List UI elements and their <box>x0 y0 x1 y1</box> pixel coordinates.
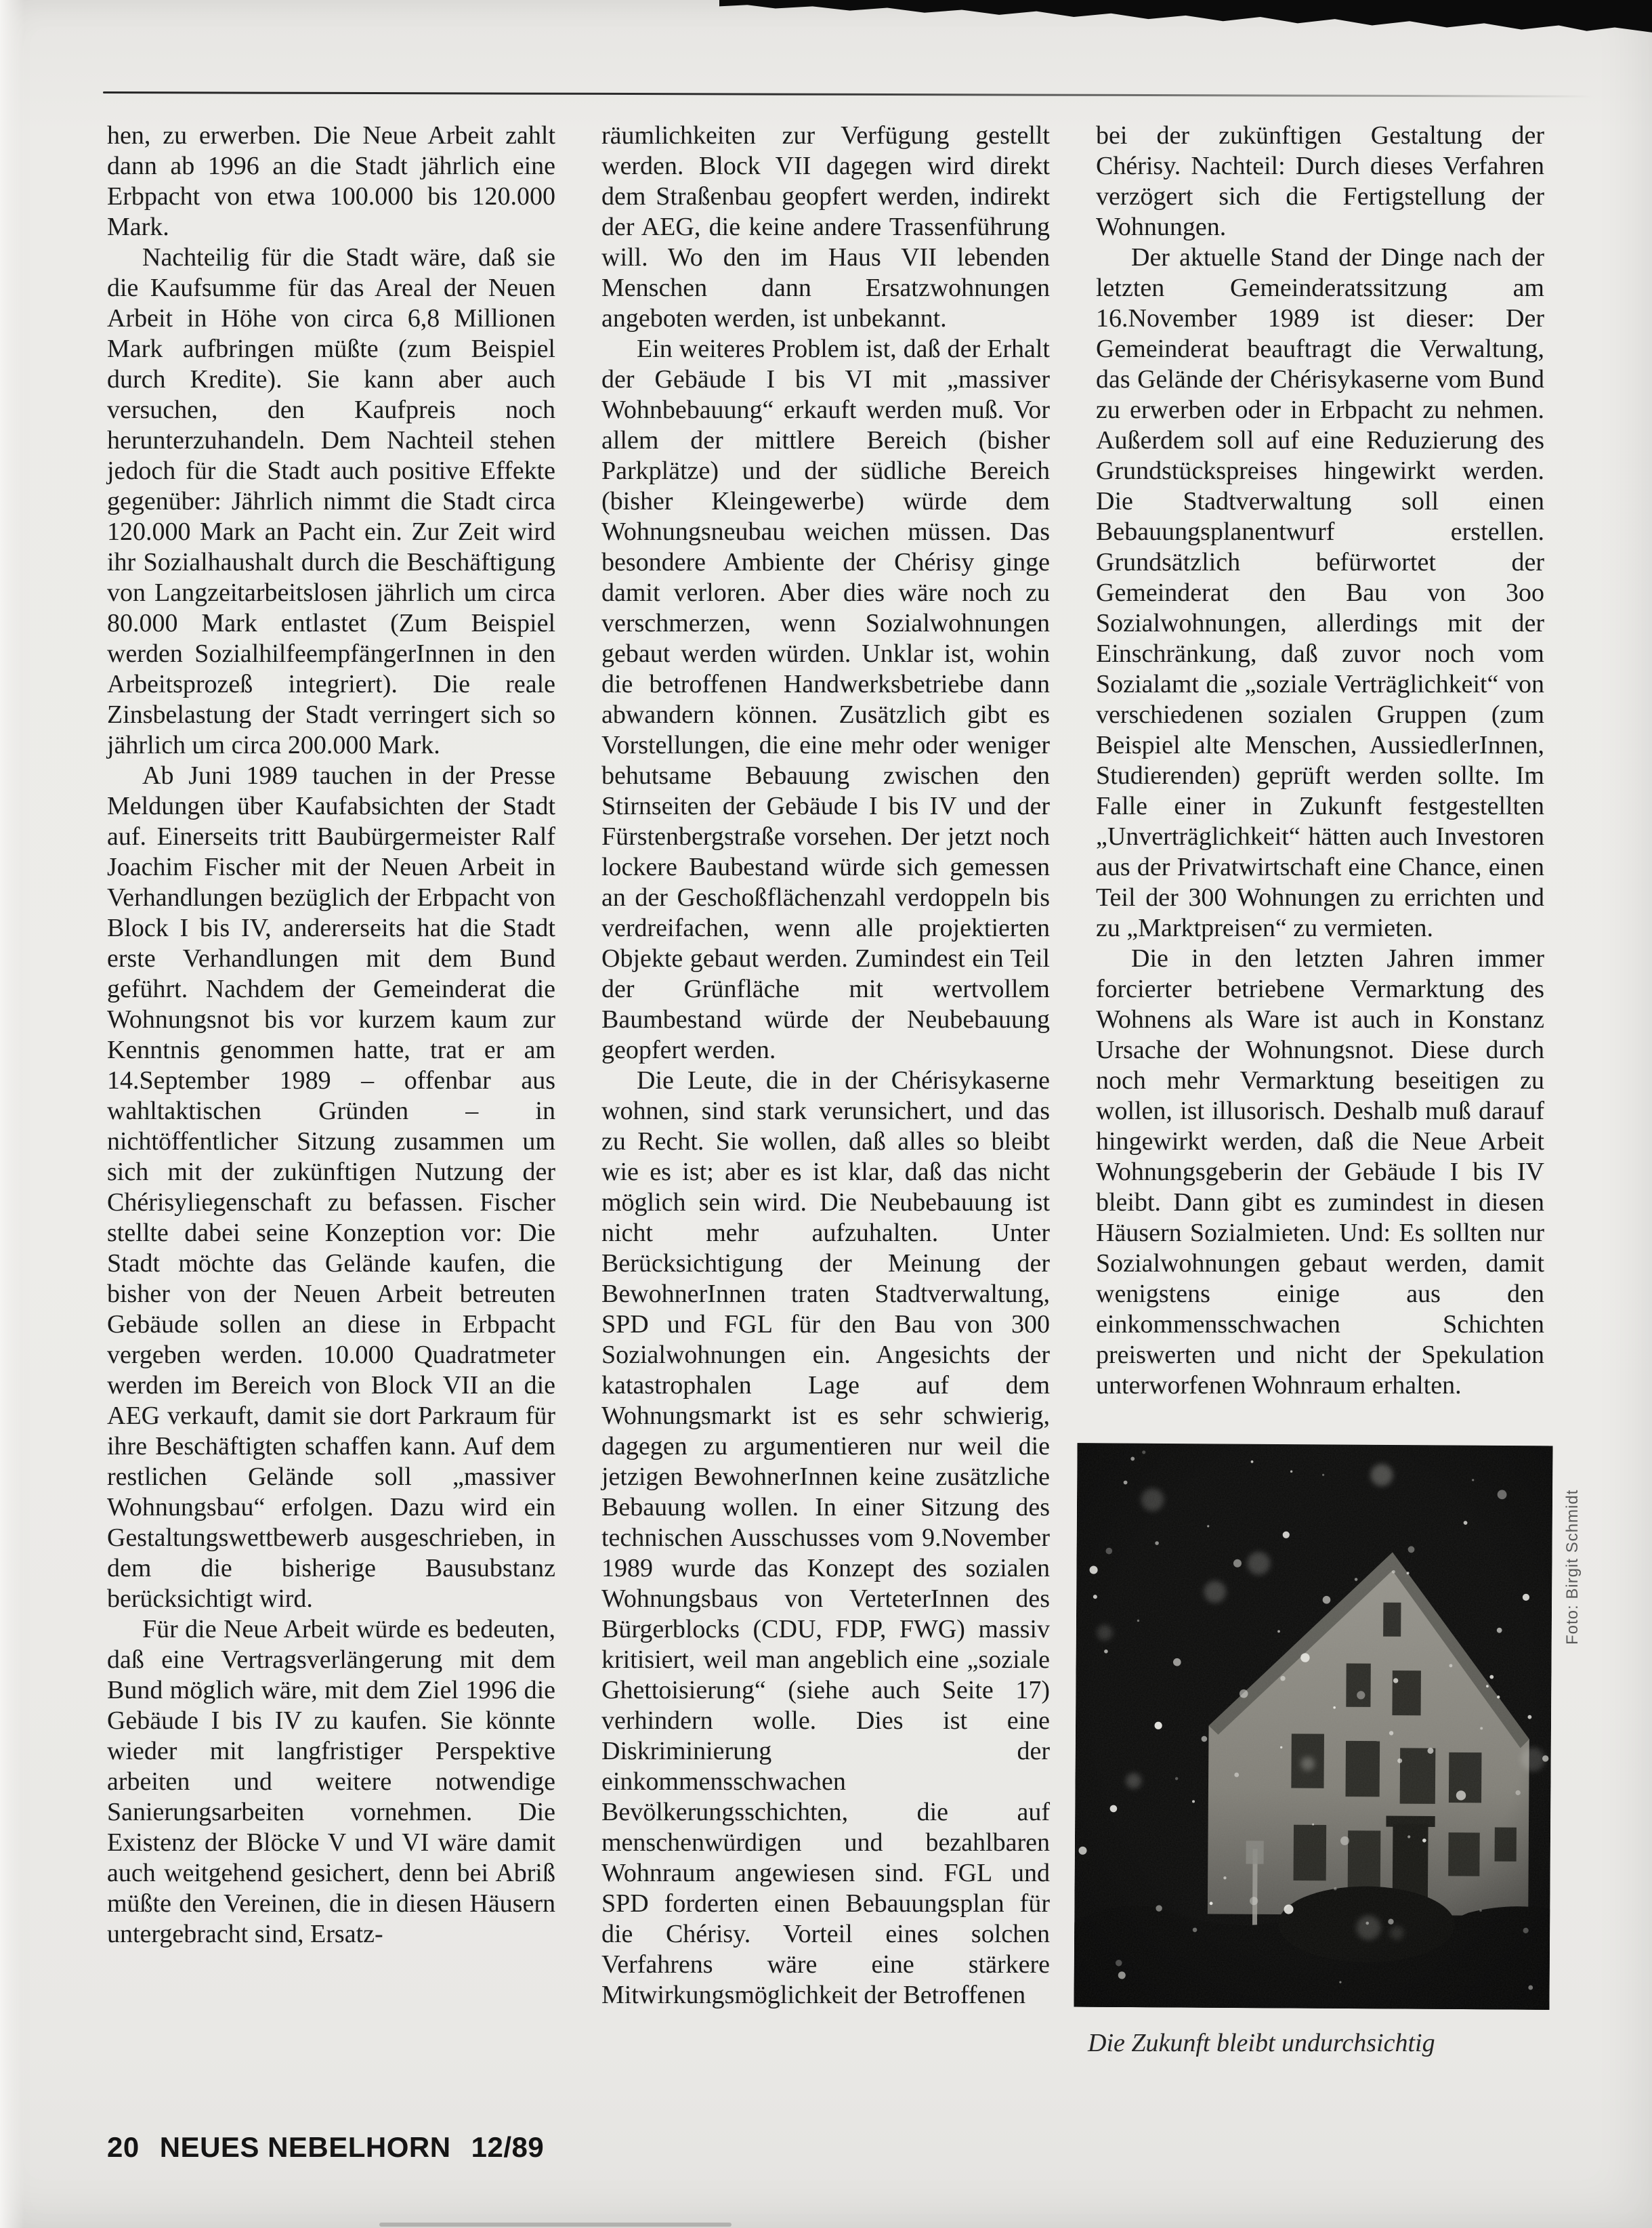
paragraph: Die Leute, die in der Chérisykaserne wohnen, sind stark verunsichert, und das zu Recht. Sie wollen, daß alles so bleibt wie es ist; aber es ist klar, daß das nicht möglich sein wird. Die Neubebauung ist nicht mehr aufzuhalten. Unter Berücksichtigung der Meinung der BewohnerInnen traten Stadtverwaltung, SPD und FGL für den Bau von 300 Sozialwohnungen ein. Angesichts der katastrophalen Lage auf dem Wohnungsmarkt ist es sehr schwierig, dagegen zu argumentieren nur weil die jetzigen BewohnerInnen keine zusätzliche Bebauung wollen. In einer Sitzung des technischen Ausschusses vom 9.November 1989 wurde das Konzept des sozialen Wohnungsbaus von VerteterInnen des Bürgerblocks (CDU, FDP, FWG) massiv kritisiert, weil man angeblich eine „soziale Ghettoisierung“ (siehe auch Seite 17) verhindern wolle. Dies ist eine Diskriminierung der einkommensschwachen Bevölkerungsschichten, die auf menschenwürdigen und bezahlbaren Wohnraum angewiesen sind. FGL und SPD forderten einen Bebauungsplan für die Chérisy. Vorteil eines solchen Verfahrens wäre eine stärkere Mitwirkungsmöglichkeit der Betroffenen <box>601 1066 1050 2009</box>
magazine-title: NEUES NEBELHORN <box>159 2131 451 2163</box>
header-rule <box>103 91 1593 98</box>
scan-artifact-strip <box>719 0 1652 35</box>
paragraph: Für die Neue Arbeit würde es bedeuten, daß eine Vertragsverlängerung mit dem Bund möglich wäre, mit dem Ziel 1996 die Gebäude I bis IV zu kaufen. Sie könnte wieder mit langfristiger Perspektive arbeiten und weitere notwendige Sanierungsarbeiten vornehmen. Die Existenz der Blöcke V und VI wäre damit auch weitgehend gesichert, denn bei Abriß müßte den Vereinen, die in diesen Häusern untergebracht sind, Ersatz- <box>107 1615 555 1948</box>
paragraph: Ein weiteres Problem ist, daß der Erhalt der Gebäude I bis VI mit „massiver Wohnbebauung“ erkauft werden muß. Vor allem der mittlere Bereich (bisher Parkplätze) und der südliche Bereich (bisher Kleingewerbe) würde dem Wohnungsneubau weichen müssen. Das besondere Ambiente der Chérisy ginge damit verloren. Aber dies wäre noch zu verschmerzen, wenn Sozialwohnungen gebaut werden würden. Unklar ist, wohin die betroffenen Handwerksbetriebe dann abwandern können. Zusätzlich gibt es Vorstellungen, die eine mehr oder weniger behutsame Bebauung zwischen den Stirnseiten der Gebäude I bis IV und der Fürstenbergstraße vorsehen. Der jetzt noch lockere Baubestand würde sich gemessen an der Geschoßflächenzahl verdoppeln bis verdreifachen, wenn alle projektierten Objekte gebaut werden. Zumindest ein Teil der Grünfläche mit wertvollem Baumbestand würde der Neubebauung geopfert werden. <box>601 335 1050 1064</box>
paragraph: Die in den letzten Jahren immer forcierter betriebene Vermarktung des Wohnens als Ware ist auch in Konstanz Ursache der Wohnungsnot. Diese durch noch mehr Vermarktung beseitigen zu wollen, ist illusorisch. Deshalb muß darauf hingewirkt werden, daß die Neue Arbeit Wohnungsgeberin der Gebäude I bis IV bleibt. Dann gibt es zumindest in diesen Häusern Sozialmieten. Und: Es sollten nur Sozialwohnungen gebaut werden, damit wenigstens einige aus den einkommensschwachen Schichten preiswerten und nicht der Spekulation unterworfenen Wohnraum erhalten. <box>1096 944 1544 1400</box>
house-night-photo <box>1074 1443 1552 2010</box>
paragraph: hen, zu erwerben. Die Neue Arbeit zahlt dann ab 1996 an die Stadt jährlich eine Erbpacht von etwa 100.000 bis 120.000 Mark. <box>107 121 555 241</box>
issue-number: 12/89 <box>471 2131 545 2163</box>
article-column-2 <box>601 121 1050 2011</box>
photo-caption: Die Zukunft bleibt undurchsichtig <box>1088 2029 1435 2057</box>
paragraph: räumlichkeiten zur Verfügung gestellt werden. Block VII dagegen wird direkt dem Straßenbau geopfert werden, indirekt der AEG, die keine andere Trassenführung will. Wo den im Haus VII lebenden Menschen dann Ersatzwohnungen angeboten werden, ist unbekannt. <box>601 121 1050 333</box>
paragraph: bei der zukünftigen Gestaltung der Chérisy. Nachteil: Durch dieses Verfahren verzögert sich die Fertigstellung der Wohnungen. <box>1096 121 1544 241</box>
paragraph: Ab Juni 1989 tauchen in der Presse Meldungen über Kaufabsichten der Stadt auf. Einerseits tritt Baubürgermeister Ralf Joachim Fischer mit der Neuen Arbeit in Verhandlungen bezüglich der Erbpacht von Block I bis IV, andererseits hat die Stadt erste Verhandlungen mit dem Bund geführt. Nachdem der Gemeinderat die Wohnungsnot bis vor kurzem kaum zur Kenntnis genommen hatte, trat er am 14.September 1989 – offenbar aus wahltaktischen Gründen – in nichtöffentlicher Sitzung zusammen um sich mit der zukünftigen Nutzung der Chérisyliegenschaft zu befassen. Fischer stellte dabei seine Konzeption vor: Die Stadt möchte das Gelände kaufen, die bisher von der Neuen Arbeit betreuten Gebäude sollen an diese in Erbpacht vergeben werden. 10.000 Quadratmeter werden im Bereich von Block VII an die AEG verkauft, damit sie dort Parkraum für ihre Beschäftigten schaffen kann. Auf dem restlichen Gelände soll „massiver Wohnungsbau“ erfolgen. Dazu wird ein Gestaltungswettbewerb ausgeschrieben, in dem die bisherige Bausubstanz berücksichtigt wird. <box>107 761 555 1613</box>
article-photo <box>1074 1443 1552 2010</box>
paragraph: Nachteilig für die Stadt wäre, daß sie die Kaufsumme für das Areal der Neuen Arbeit in Höhe von circa 6,8 Millionen Mark aufbringen müßte (zum Beispiel durch Kredite). Sie kann aber auch versuchen, den Kaufpreis noch herunterzuhandeln. Dem Nachteil stehen jedoch für die Stadt auch positive Effekte gegenüber: Jährlich nimmt die Stadt circa 120.000 Mark an Pacht ein. Zur Zeit wird ihr Sozialhaushalt durch die Beschäftigung von Langzeitarbeitslosen jährlich um circa 80.000 Mark entlastet (Zum Beispiel werden SozialhilfeempfängerInnen in den Arbeitsprozeß integriert). Die reale Zinsbelastung der Stadt verringert sich so jährlich um circa 200.000 Mark. <box>107 243 555 759</box>
paragraph: Der aktuelle Stand der Dinge nach der letzten Gemeinderatssitzung am 16.November 1989 ist dieser: Der Gemeinderat beauftragt die Verwaltung, das Gelände der Chérisykaserne vom Bund zu erwerben oder in Erbpacht zu nehmen. Außerdem soll auf eine Reduzierung des Grundstückspreises hingewirkt werden. Die Stadtverwaltung soll einen Bebauungsplanentwurf erstellen. Grundsätzlich befürwortet der Gemeinderat den Bau von 3oo Sozialwohnungen, allerdings mit der Einschränkung, daß zuvor noch vom Sozialamt die „soziale Verträglichkeit“ von verschiedenen sozialen Gruppen (zum Beispiel alte Menschen, AussiedlerInnen, Studierenden) geprüft werden sollte. Im Falle einer in Zukunft festgestellten „Unverträglichkeit“ hätten auch Investoren aus der Privatwirtschaft eine Chance, einen Teil der 300 Wohnungen zu errichten und zu „Marktpreisen“ zu vermieten. <box>1096 243 1544 942</box>
page-edge-highlight <box>0 0 24 2228</box>
page-number: 20 <box>107 2131 140 2163</box>
page-bottom-edge-shadow <box>379 2223 732 2227</box>
photo-grain <box>1074 1443 1552 2010</box>
photo-credit: Foto: Birgit Schmidt <box>1563 1489 1582 1645</box>
article-column-3 <box>1096 121 1544 1401</box>
page-footer <box>107 2131 544 2164</box>
article-column-1 <box>107 121 555 1950</box>
